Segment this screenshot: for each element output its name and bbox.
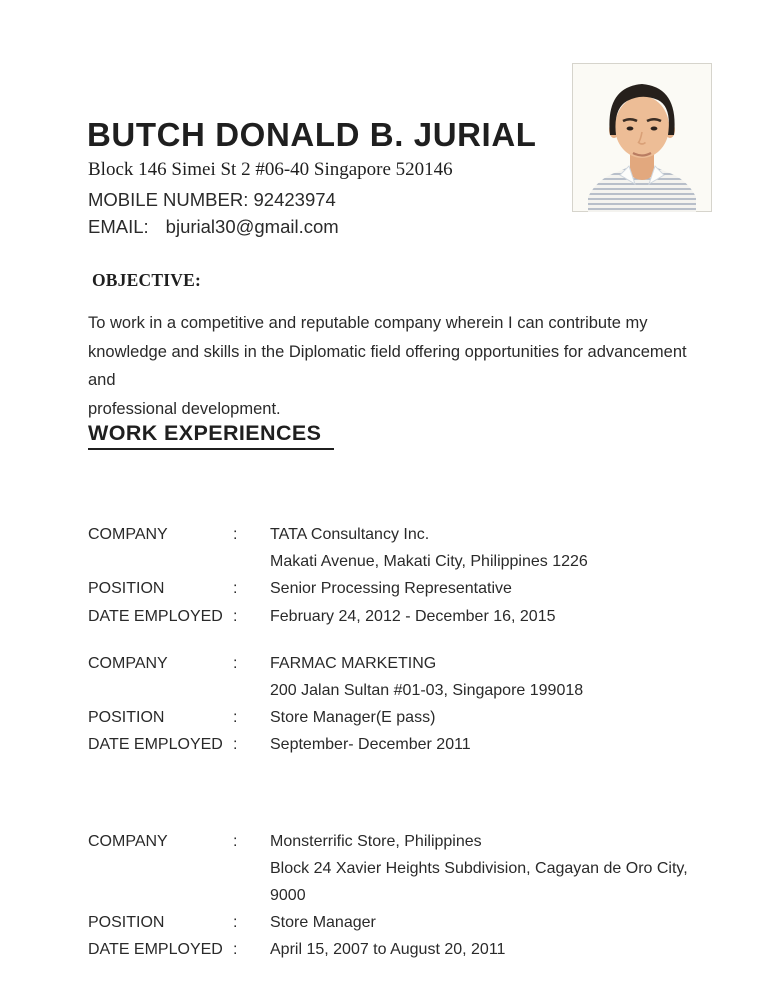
colon-separator: :	[233, 709, 238, 727]
applicant-photo	[572, 63, 712, 212]
applicant-address: Block 146 Simei St 2 #06-40 Singapore 520146	[88, 159, 453, 180]
date-employed-value: February 24, 2012 - December 16, 2015	[270, 607, 556, 625]
objective-heading: OBJECTIVE:	[92, 270, 201, 290]
position-value: Store Manager(E pass)	[270, 709, 436, 727]
entry-row-company-address	[88, 855, 688, 882]
objective-paragraph	[88, 309, 688, 423]
work-experiences-heading-text: WORK EXPERIENCES	[88, 421, 334, 450]
colon-separator: :	[233, 941, 238, 959]
entry-row-date-employed	[88, 603, 688, 630]
entry-row-position	[88, 909, 688, 936]
portrait-illustration	[572, 63, 712, 212]
entry-row-date-employed	[88, 936, 688, 963]
colon-separator: :	[233, 736, 238, 754]
company-address-value: Makati Avenue, Makati City, Philippines 1226	[270, 553, 588, 571]
entry-row-company	[88, 828, 688, 855]
company-address-value: 200 Jalan Sultan #01-03, Singapore 199018	[270, 682, 584, 700]
company-value: FARMAC MARKETING	[270, 654, 437, 672]
date-employed-value: April 15, 2007 to August 20, 2011	[270, 941, 506, 959]
entry-row-company	[88, 650, 688, 677]
work-experience-entry	[88, 650, 688, 759]
work-experience-entry	[88, 521, 688, 630]
mobile-number-line: MOBILE NUMBER: 92423974	[88, 189, 336, 210]
email-value: bjurial30@gmail.com	[165, 216, 339, 237]
objective-line: professional development.	[88, 399, 281, 418]
date-employed-label: DATE EMPLOYED	[88, 607, 223, 625]
email-line	[88, 216, 339, 238]
colon-separator: :	[233, 607, 238, 625]
company-label: COMPANY	[88, 654, 168, 672]
company-label: COMPANY	[88, 832, 168, 850]
work-experiences-heading	[88, 421, 334, 450]
date-employed-value: September- December 2011	[270, 736, 471, 754]
company-label: COMPANY	[88, 526, 168, 543]
entry-row-position	[88, 704, 688, 731]
date-employed-label: DATE EMPLOYED	[88, 736, 223, 754]
entry-row-date-employed	[88, 731, 688, 758]
work-experience-entry	[88, 828, 688, 964]
colon-separator: :	[233, 654, 238, 672]
company-address-value: Block 24 Xavier Heights Subdivision, Cagayan de Oro City,	[270, 859, 688, 877]
company-value: Monsterrific Store, Philippines	[270, 832, 482, 850]
entry-row-company-address	[88, 548, 688, 575]
colon-separator: :	[233, 526, 238, 543]
entry-row-company-address-line2	[88, 882, 688, 909]
company-value: TATA Consultancy Inc.	[270, 526, 430, 543]
email-label: EMAIL:	[88, 216, 149, 237]
entry-row-company-address	[88, 677, 688, 704]
applicant-name: BUTCH DONALD B. JURIAL	[87, 116, 537, 153]
colon-separator: :	[233, 832, 238, 850]
colon-separator: :	[233, 580, 238, 598]
work-experience-list	[88, 521, 688, 984]
objective-line: To work in a competitive and reputable company wherein I can contribute my	[88, 314, 648, 332]
position-value: Senior Processing Representative	[270, 580, 512, 598]
colon-separator: :	[233, 914, 238, 932]
objective-line: knowledge and skills in the Diplomatic field offering opportunities for advancement and	[88, 342, 687, 390]
face	[615, 96, 669, 158]
entry-row-company	[88, 521, 688, 548]
position-label: POSITION	[88, 709, 165, 727]
date-employed-label: DATE EMPLOYED	[88, 941, 223, 959]
position-label: POSITION	[88, 914, 165, 932]
entry-row-position	[88, 575, 688, 602]
position-label: POSITION	[88, 580, 165, 598]
position-value: Store Manager	[270, 914, 376, 932]
company-address-line2-value: 9000	[270, 887, 306, 905]
